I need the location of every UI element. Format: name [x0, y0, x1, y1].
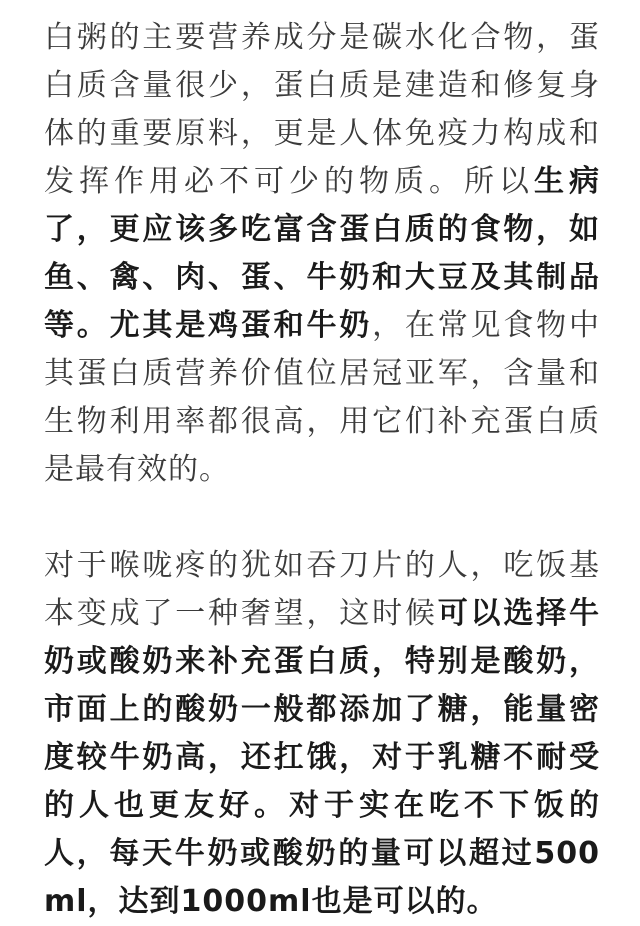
paragraph-2-bold-1: 可以选择牛奶或酸奶来补充蛋白质，特别是酸奶，市面上的酸奶一般都添加了糖，能量密度较牛奶高，还扛饿，对于乳糖不耐受的人也更友好。对于实在吃不下饭的人，每天牛奶或酸奶的量可以超过500ml，达到1000ml也是可以的。 — [44, 596, 600, 919]
paragraph-1 — [44, 14, 600, 494]
paragraph-2-text-1: 对于喉咙疼的犹如吞刀片的人，吃饭基本变成了一种奢望，这时候 — [44, 548, 600, 631]
paragraph-1-text-1: 白粥的主要营养成分是碳水化合物，蛋白质含量很少，蛋白质是建造和修复身体的重要原料，更是人体免疫力构成和发挥作用必不可少的物质。所以 — [44, 20, 600, 199]
paragraph-2 — [44, 542, 600, 926]
paragraph-1-bold-1: 生病了，更应该多吃富含蛋白质的食物，如鱼、禽、肉、蛋、牛奶和大豆及其制品等。尤其是鸡蛋和牛奶 — [44, 164, 600, 343]
paragraph-1-text-2: ，在常见食物中其蛋白质营养价值位居冠亚军，含量和生物利用率都很高，用它们补充蛋白质是最有效的。 — [44, 308, 600, 487]
